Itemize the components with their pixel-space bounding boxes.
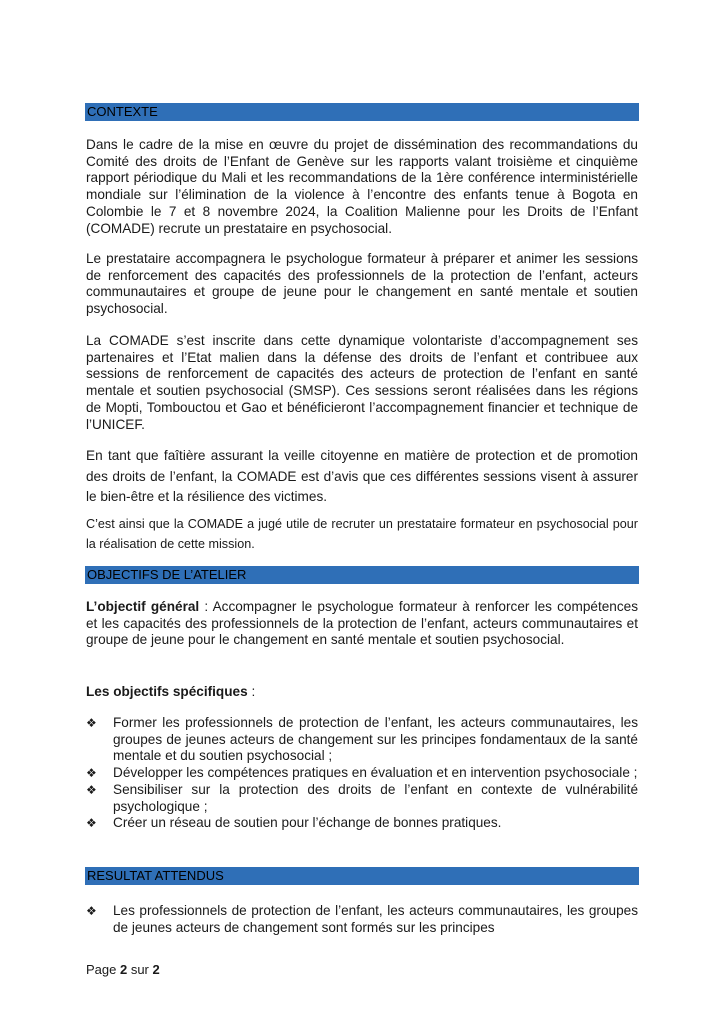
diamond-bullet-icon: ❖ (86, 904, 97, 918)
list-item: ❖ Créer un réseau de soutien pour l’échange de bonnes pratiques. (86, 815, 502, 831)
section-header-objectifs: OBJECTIFS DE L’ATELIER (85, 566, 639, 584)
diamond-bullet-icon: ❖ (86, 816, 97, 831)
contexte-paragraph-1: Dans le cadre de la mise en œuvre du projet de dissémination des recommandations du Comité des droits de l’Enfant de Genève sur les rapports valant troisième et cinquième rapport périodique du Mali et les recommandations de la 1ère conférence interministérielle mondiale sur l’élimination de la violence à l’encontre des enfants tenue à Bogota en Colombie le 7 et 8 novembre 2024, la Coalition Malienne pour les Droits de l’Enfant (COMADE) recrute un prestataire en psychosocial. (86, 137, 638, 236)
objectifs-specifiques-heading (86, 684, 638, 701)
section-header-resultat: RESULTAT ATTENDUS (85, 867, 639, 885)
contexte-paragraph-3: La COMADE s’est inscrite dans cette dynamique volontariste d’accompagnement ses partenaires et l’Etat malien dans la défense des droits de l’enfant et contribuee aux sessions de renforcement de capacités des acteurs de protection de l’enfant en santé mentale et soutien psychosocial (SMSP). Ces sessions seront réalisées dans les régions de Mopti, Tombouctou et Gao et bénéficieront l’accompagnement financier et technique de l’UNICEF. (86, 333, 638, 432)
page-number-footer: Page 2 sur 2 (86, 962, 160, 977)
section-header-contexte: CONTEXTE (85, 103, 639, 121)
objectif-general-label: L’objectif général (86, 599, 200, 614)
list-item: ❖ Les professionnels de protection de l’enfant, les acteurs communautaires, les groupes de jeunes acteurs de changement sont formés sur les principes (86, 903, 638, 935)
contexte-paragraph-5: C’est ainsi que la COMADE a jugé utile de recruter un prestataire formateur en psychosocial pour la réalisation de cette mission. (86, 517, 638, 551)
objectifs-specifiques-suffix: : (247, 684, 256, 699)
diamond-bullet-icon: ❖ (86, 782, 97, 797)
contexte-paragraph-2: Le prestataire accompagnera le psychologue formateur à préparer et animer les sessions de renforcement des capacités des professionnels de la protection de l’enfant, acteurs communautaires et groupe de jeune pour le changement en santé mentale et soutien psychosocial. (86, 251, 638, 317)
current-page-number: 2 (119, 962, 128, 977)
list-item: ❖ Former les professionnels de protection de l’enfant, les acteurs communautaires, les groupes de jeunes acteurs de changement sur les principes fondamentaux de la santé mentale et du soutien psychosocial ; (86, 715, 638, 764)
resultat-list (86, 903, 638, 936)
diamond-bullet-icon: ❖ (86, 716, 97, 730)
objectif-general-text: : Accompagner le psychologue formateur à renforcer les compétences et les capacités des professionnels de la protection de l’enfant, acteurs communautaires et groupe de jeune pour le changement en santé mentale et soutien psychosocial. (86, 599, 638, 648)
objectifs-specifiques-list (86, 715, 638, 832)
diamond-bullet-icon: ❖ (86, 766, 97, 781)
contexte-paragraph-4: En tant que faîtière assurant la veille citoyenne en matière de protection et de promotion des droits de l’enfant, la COMADE est d’avis que ces différentes sessions visent à assurer le bien-être et la résilience des victimes. (86, 448, 638, 504)
objectifs-specifiques-label: Les objectifs spécifiques (86, 684, 248, 699)
objectif-general (86, 599, 638, 649)
list-item: ❖ Développer les compétences pratiques en évaluation et en intervention psychosociale ; (86, 765, 638, 781)
total-pages-number: 2 (152, 962, 160, 977)
list-item: ❖ Sensibiliser sur la protection des droits de l’enfant en contexte de vulnérabilité psychologique ; (86, 781, 638, 814)
